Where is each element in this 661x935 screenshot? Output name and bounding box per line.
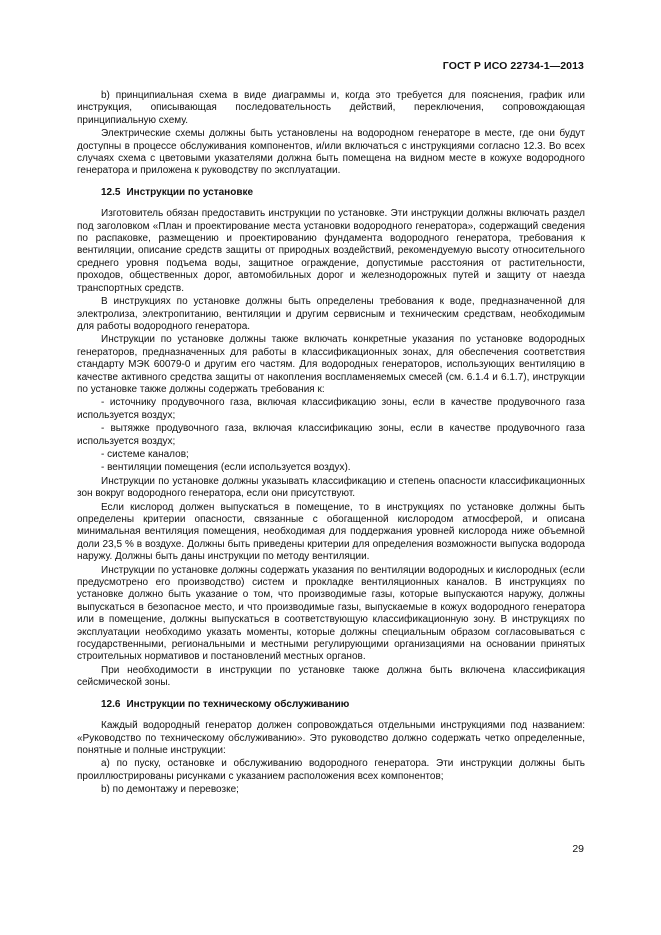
section-number: 12.5: [101, 186, 121, 198]
section-heading-12-6: [77, 699, 585, 711]
page-number: 29: [572, 843, 584, 855]
document-id-header: ГОСТ Р ИСО 22734-1—2013: [442, 60, 584, 72]
paragraph: В инструкциях по установке должны быть определены требования к воде, предназначенной для электролиза, электропитанию, вентиляции и другим сервисным и техническим средствам, необходимым для работы водородного генератора.: [77, 296, 585, 332]
paragraph: Инструкции по установке должны также включать конкретные указания по установке водородных генераторов, предназначенных для работы в классификационных зонах, для обеспечения соответствия стандарту МЭК 60079-0 и другим его частям. Для водородных генераторов, использующих вентиляцию в качестве активного средства защиты от накопления воспламеняемых смесей (см. 6.1.4 и 6.1.7), инструкции по установке также должны содержать требования к:: [77, 334, 585, 395]
paragraph: Каждый водородный генератор должен сопровождаться отдельными инструкциями под названием: «Руководство по техническому обслуживанию». Это руководство должно содержать четко определенные, понятные и полные инструкции:: [77, 720, 585, 756]
list-item: - вытяжке продувочного газа, включая классификацию зоны, если в качестве продувочного газа используется воздух;: [77, 423, 585, 447]
section-title: Инструкции по техническому обслуживанию: [126, 698, 350, 710]
document-body: [77, 90, 585, 798]
section-heading-12-5: [77, 187, 585, 199]
paragraph: b) принципиальная схема в виде диаграммы и, когда это требуется для пояснения, график или инструкция, описывающая последовательность действий, переключения, сопровождающая принципиальную схему.: [77, 90, 585, 126]
section-title: Инструкции по установке: [126, 186, 254, 198]
paragraph: При необходимости в инструкции по установке также должна быть включена классификация сейсмической зоны.: [77, 664, 585, 689]
paragraph: Если кислород должен выпускаться в помещение, то в инструкциях по установке должны быть определены критерии опасности, связанные с обогащенной кислородом атмосферой, и описана минимальная вентиляция помещения, необходимая для поддержания уровней кислорода ниже объемной доли 23,5 % в воздухе. Должны быть приведены критерии для определения возможности выпуска водорода наружу. Должны быть даны инструкции по методу вентиляции.: [77, 501, 585, 563]
paragraph: Изготовитель обязан предоставить инструкции по установке. Эти инструкции должны включать раздел под заголовком «План и проектирование места установки водородного генератора», содержащий сведения по распаковке, размещению и проектированию фундамента водородного генератора, требования к вентиляции, описание средств защиты от природных воздействий, рекомендуемую высоту относительного среднего уровня подъема воды, защитное ограждение, допустимые расстояния от растительности, проходов, общественных дорог, автомобильных дорог и железнодорожных путей и защиту от наезда транспортных средств.: [77, 208, 585, 294]
list-item: a) по пуску, остановке и обслуживанию водородного генератора. Эти инструкции должны быть проиллюстрированы рисунками с указанием расположения всех компонентов;: [77, 758, 585, 782]
section-number: 12.6: [101, 698, 121, 710]
list-item: - системе каналов;: [101, 448, 189, 460]
list-item: - источнику продувочного газа, включая классификацию зоны, если в качестве продувочного газа используется воздух;: [77, 397, 585, 421]
list-item: b) по демонтажу и перевозке;: [101, 784, 239, 796]
list-item: - вентиляции помещения (если используется воздух).: [101, 462, 351, 474]
paragraph: Инструкции по установке должны содержать указания по вентиляции водородных и кислородных (если предусмотрено его производство) систем и прокладке вентиляционных каналов. В инструкциях по установке должно быть указание о том, что производимые газы, которые выпускаются наружу, должны выпускаться в безопасное место, и что производимые газы, выпускаемые в кожух водородного генератора или в помещение, должны выпускаться в соответствующую классификационную зону. В инструкциях по эксплуатации необходимо указать моменты, которые должны специальным образом согласовываться с государственными, региональными и местными регулирующими организациями на основании принятых строительных нормативов и постановлений местных органов.: [77, 564, 585, 663]
paragraph: Инструкции по установке должны указывать классификацию и степень опасности классификационных зон вокруг водородного генератора, если они присутствуют.: [77, 475, 585, 500]
paragraph: Электрические схемы должны быть установлены на водородном генераторе в месте, где они будут доступны в процессе обслуживания компонентов, и/или включаться с инструкциями согласно 12.3. Во всех случаях схема с цветовыми указателями должна быть помещена на видном месте в кожухе водородного генератора и приложена к руководству по эксплуатации.: [77, 128, 585, 177]
